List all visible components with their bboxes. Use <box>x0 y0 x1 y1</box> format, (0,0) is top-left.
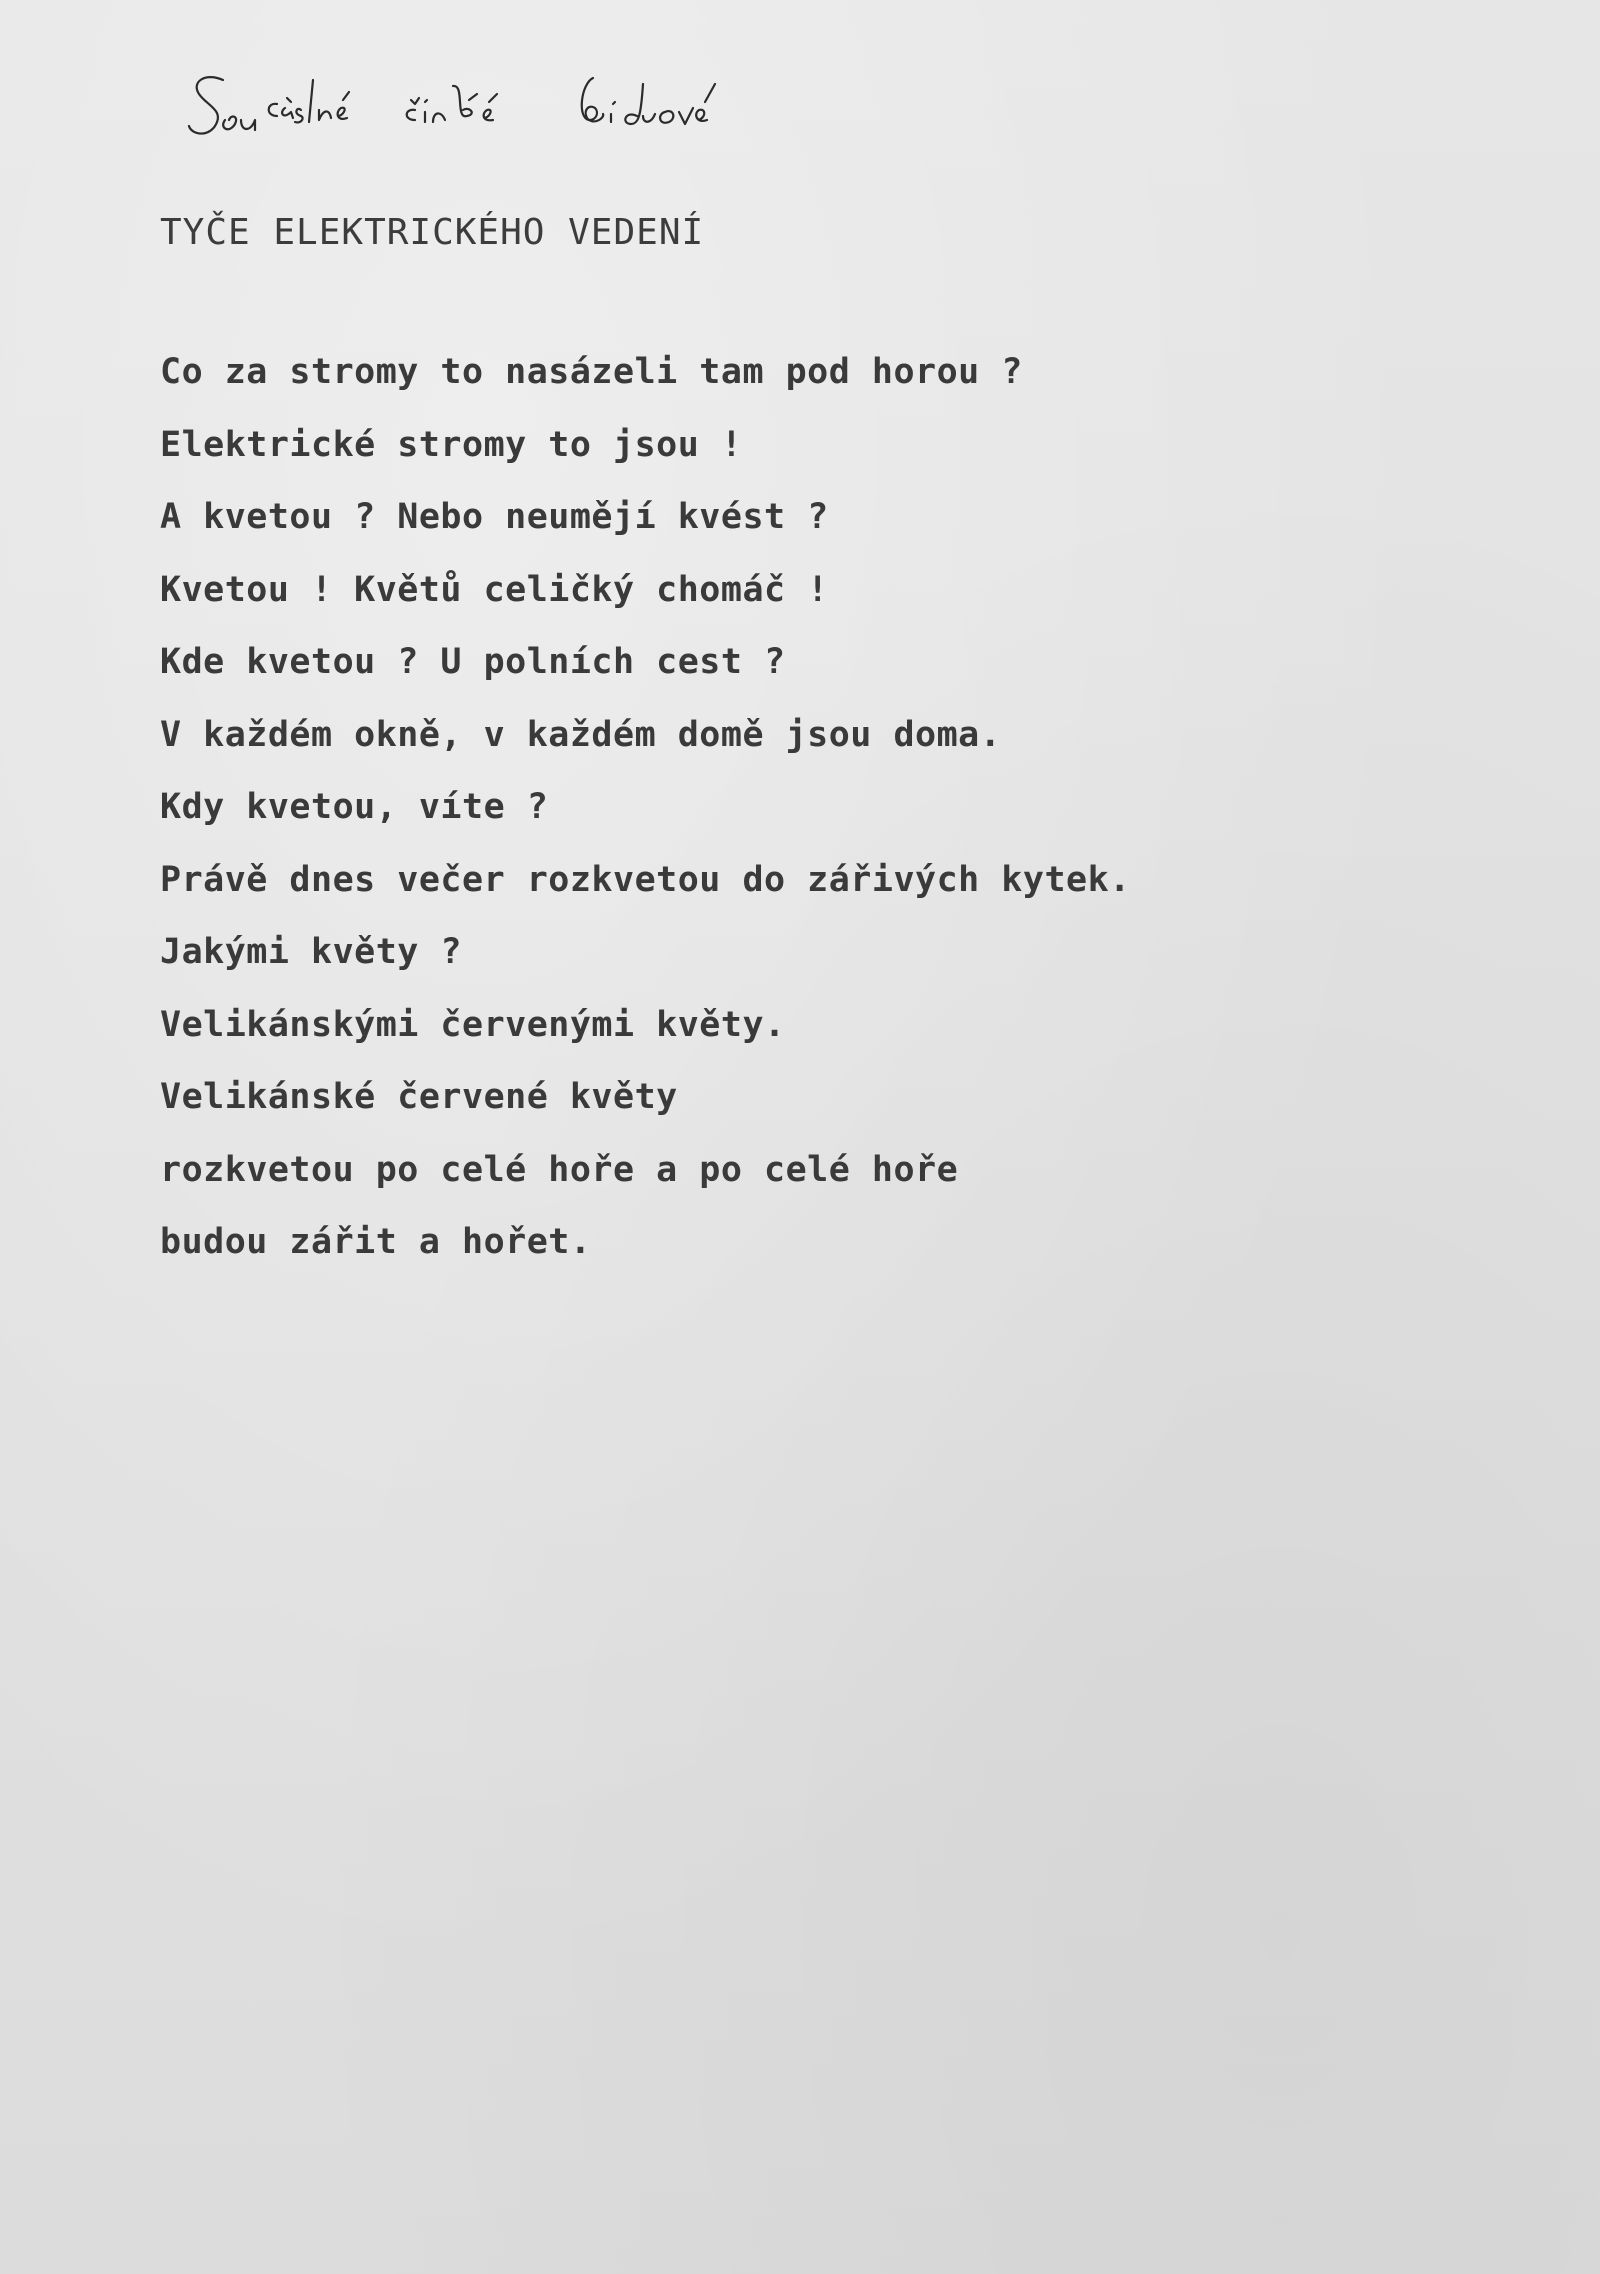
poem-line: Velikánské červené květy <box>160 1077 678 1117</box>
poem-line: Elektrické stromy to jsou ! <box>160 424 743 465</box>
handwritten-note <box>185 58 1005 148</box>
poem-line: Velikánskými červenými květy. <box>160 1004 786 1045</box>
poem-body <box>160 336 1131 1279</box>
poem-line: A kvetou ? Nebo neumějí kvést ? <box>160 497 829 537</box>
poem-line: Kvetou ! Květů celičký chomáč ! <box>160 569 829 610</box>
poem-line: rozkvetou po celé hoře a po celé hoře <box>160 1149 959 1190</box>
poem-line: Právě dnes večer rozkvetou do zářivých kytek. <box>160 859 1131 900</box>
poem-title: TYČE ELEKTRICKÉHO VEDENÍ <box>160 212 705 253</box>
poem-line: Co za stromy to nasázeli tam pod horou ? <box>160 352 1023 392</box>
handwritten-note-drawing <box>185 58 1005 148</box>
poem-line: budou zářit a hořet. <box>160 1222 592 1262</box>
poem-line: Jakými květy ? <box>160 932 463 972</box>
poem-line: Kde kvetou ? U polních cest ? <box>160 642 786 682</box>
poem-line: V každém okně, v každém domě jsou doma. <box>160 714 1002 755</box>
poem-line: Kdy kvetou, víte ? <box>160 787 549 827</box>
